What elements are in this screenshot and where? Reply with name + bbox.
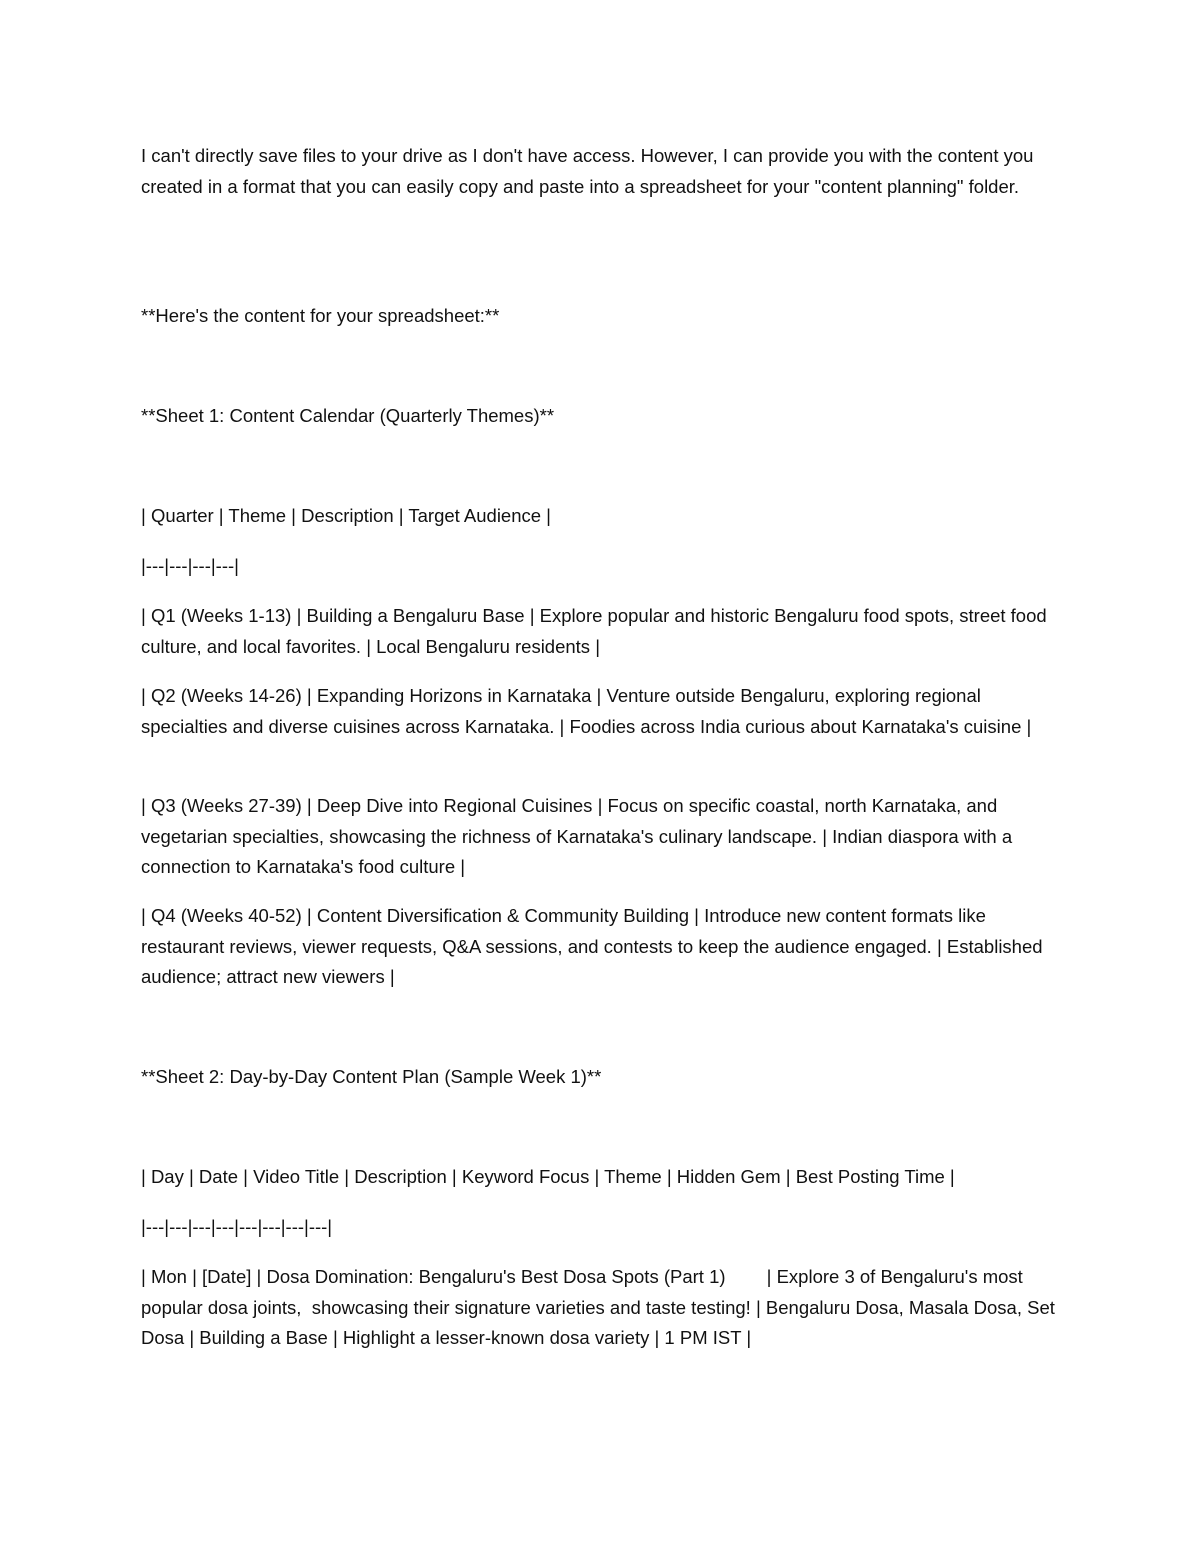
sheet2-header-row: | Day | Date | Video Title | Description | Keyword Focus | Theme | Hidden Gem | Best Posting Time | bbox=[141, 1166, 955, 1187]
intro-paragraph: I can't directly save files to your drive as I don't have access. However, I can provide you with the content you created in a format that you can easily copy and paste into a spreadsheet for your "content planning" folder. bbox=[141, 145, 1039, 197]
sheet1-separator-row: |---|---|---|---| bbox=[141, 555, 239, 576]
sheet1-row-q2: | Q2 (Weeks 14-26) | Expanding Horizons in Karnataka | Venture outside Bengaluru, exploring regional specialties and diverse cuisines across Karnataka. | Foodies across India curious about Karnataka's cuisine | bbox=[141, 685, 1032, 737]
sheet1-row-q1: | Q1 (Weeks 1-13) | Building a Bengaluru Base | Explore popular and historic Bengaluru food spots, street food culture, and local favorites. | Local Bengaluru residents | bbox=[141, 605, 1052, 657]
sheet2-separator-row: |---|---|---|---|---|---|---|---| bbox=[141, 1216, 333, 1237]
sheet1-row-q3: | Q3 (Weeks 27-39) | Deep Dive into Regional Cuisines | Focus on specific coastal, north Karnataka, and vegetarian specialties, showcasing the richness of Karnataka's culinary landscape. | Indian diaspora with a connection to Karnataka's food culture | bbox=[141, 795, 1018, 877]
sheet1-row-q4: | Q4 (Weeks 40-52) | Content Diversification & Community Building | Introduce new content formats like restaurant reviews, viewer requests, Q&A sessions, and contests to keep the audience engaged. | Established audience; attract new viewers | bbox=[141, 905, 1048, 987]
content-heading: **Here's the content for your spreadsheet:** bbox=[141, 305, 500, 326]
sheet1-heading: **Sheet 1: Content Calendar (Quarterly Themes)** bbox=[141, 405, 555, 426]
sheet2-heading: **Sheet 2: Day-by-Day Content Plan (Sample Week 1)** bbox=[141, 1066, 602, 1087]
sheet2-row-mon: | Mon | [Date] | Dosa Domination: Bengaluru's Best Dosa Spots (Part 1) | Explore 3 of Bengaluru's most popular dosa joints, showcasing their signature varieties and taste testing! | Bengaluru Dosa, Masala Dosa, Set Dosa | Building a Base | Highlight a lesser-known dosa variety | 1 PM IST | bbox=[141, 1266, 1061, 1348]
sheet1-header-row: | Quarter | Theme | Description | Target Audience | bbox=[141, 505, 551, 526]
